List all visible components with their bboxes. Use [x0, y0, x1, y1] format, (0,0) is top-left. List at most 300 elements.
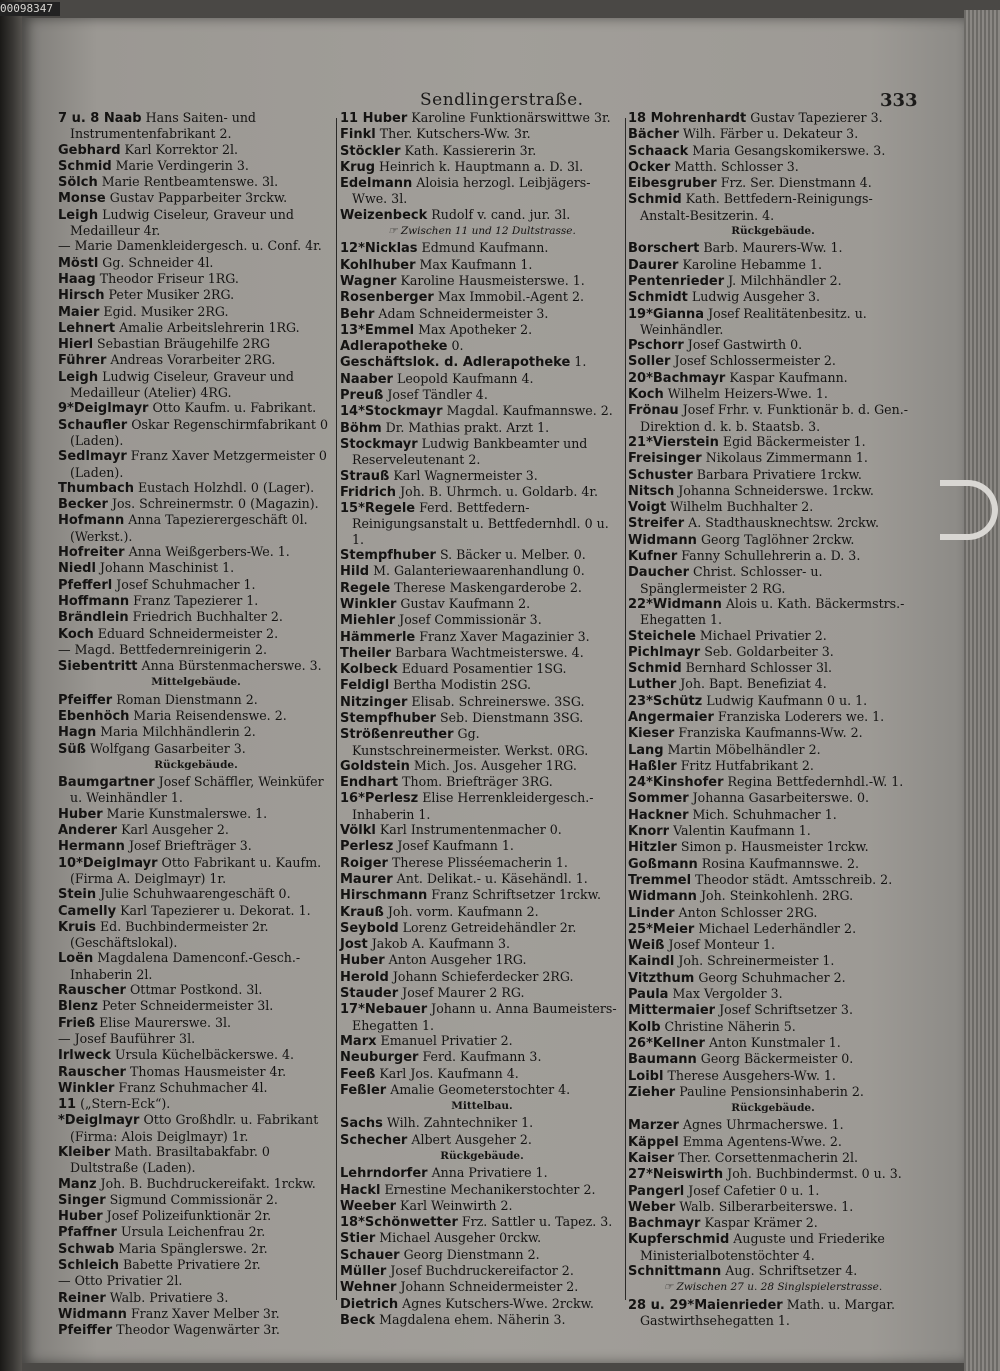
directory-entry [58, 1080, 334, 1096]
resident-details: Barb. Maurers-Ww. 1. [699, 240, 843, 256]
resident-details: Johann Schieferdecker 2RG. [388, 968, 574, 984]
resident-name: Winkler [340, 596, 397, 612]
resident-details: Seb. Goldarbeiter 3. [700, 643, 834, 659]
directory-entry [340, 822, 624, 838]
resident-name: 11 Huber [340, 111, 408, 126]
directory-entry [58, 593, 334, 609]
resident-details: Franz Xaver Magazinier 3. [415, 628, 590, 644]
directory-entry [340, 420, 624, 436]
resident-details: Eduard Schneidermeister 2. [93, 625, 279, 641]
resident-name: Müller [340, 1264, 387, 1280]
resident-name: Hackl [340, 1182, 381, 1198]
directory-entry [340, 1263, 624, 1279]
resident-name: Perlesz [340, 839, 394, 855]
directory-entry [628, 370, 918, 386]
resident-name: 7 u. 8 Naab [58, 111, 142, 126]
resident-name: Stöckler [340, 143, 401, 159]
resident-name: Weiß [628, 938, 665, 954]
directory-entry [58, 1144, 334, 1176]
directory-entry [628, 1263, 918, 1279]
resident-details: Franziska Kaufmanns-Ww. 2. [674, 725, 863, 741]
directory-entry [58, 400, 334, 416]
resident-details: Walb. Privatiere 3. [105, 1289, 229, 1305]
resident-details: Ferd. Kaufmann 3. [418, 1049, 542, 1065]
directory-entry [58, 544, 334, 560]
resident-name: Loën [58, 951, 94, 967]
resident-name: Gebhard [58, 142, 121, 158]
resident-name: Hermann [58, 839, 125, 855]
resident-details: Ferd. Bettfedern-Reinigungsanstalt u. Bettfedernhdl. 0 u. 1. [352, 500, 609, 547]
resident-details: Julie Schuhwaarengeschäft 0. [96, 886, 291, 902]
resident-name: Krug [340, 159, 376, 175]
resident-details: Therese Maskengarderobe 2. [390, 579, 582, 595]
resident-details: Christ. Schlosser- u. Spänglermeister 2 RG. [640, 564, 823, 596]
resident-details: Joh. Buchbindermst. 0 u. 3. [723, 1166, 902, 1182]
directory-entry [628, 1019, 918, 1035]
resident-details: Maria Reisendenswe. 2. [129, 707, 287, 723]
resident-details: Babette Privatiere 2r. [119, 1257, 261, 1273]
resident-name: Pentenrieder [628, 273, 725, 289]
directory-entry [628, 467, 918, 483]
resident-details: Theodor Wagenwärter 3r. [112, 1322, 280, 1338]
resident-details: Kaspar Krämer 2. [700, 1215, 818, 1231]
resident-name: Koch [628, 387, 664, 403]
directory-entry [340, 936, 624, 952]
resident-name: Ebenhöch [58, 708, 130, 724]
directory-entry [628, 856, 918, 872]
directory-entry [58, 822, 334, 838]
directory-entry [628, 548, 918, 564]
directory-entry [628, 143, 918, 159]
directory-entry [58, 642, 334, 658]
resident-details: Walb. Silberarbeiterswe. 1. [675, 1198, 854, 1214]
resident-name: Rosenberger [340, 290, 434, 306]
directory-entry [58, 1192, 334, 1208]
resident-name: Koch [58, 626, 94, 642]
resident-details: Emanuel Privatier 2. [376, 1032, 513, 1048]
directory-entry [628, 1002, 918, 1018]
resident-details: Franziska Loderers we. 1. [713, 708, 885, 724]
directory-entry [58, 417, 334, 449]
resident-details: — Josef Bauführer 3l. [58, 1030, 196, 1046]
resident-name: Stockmayr [340, 436, 418, 452]
resident-name: Schleich [58, 1258, 120, 1274]
directory-entry [340, 887, 624, 903]
resident-name: Baumgartner [58, 775, 155, 791]
resident-details: Christine Näherin 5. [660, 1018, 796, 1034]
resident-details: Amalie Arbeitslehrerin 1RG. [115, 319, 300, 335]
resident-details: Karl Korrektor 2l. [120, 141, 239, 157]
directory-entry [628, 434, 918, 450]
directory-entry [58, 855, 334, 887]
directory-entry [628, 191, 918, 223]
resident-details: Egid. Musiker 2RG. [99, 303, 229, 319]
directory-entry [58, 1031, 334, 1047]
resident-name: Schauer [340, 1247, 400, 1263]
resident-details: Ed. Buchbindermeister 2r. (Geschäftslokal). [70, 918, 269, 951]
resident-details: Anna Weißgerbers-We. 1. [124, 544, 290, 560]
resident-details: Johann Schneidermeister 2. [396, 1279, 579, 1295]
resident-details: Karoline Funktionärswittwe 3r. [407, 110, 611, 125]
resident-details: Georg Taglöhner 2rckw. [696, 531, 855, 547]
directory-entry [340, 484, 624, 500]
resident-name: Pfeiffer [58, 692, 113, 708]
resident-details: Josef Briefträger 3. [124, 838, 252, 854]
column-2 [340, 110, 624, 1328]
resident-details: Marie Verdingerin 3. [111, 157, 249, 173]
resident-name: 22*Widmann [628, 596, 722, 612]
resident-name: Daucher [628, 565, 690, 581]
resident-details: Wilhelm Heizers-Wwe. 1. [663, 386, 828, 402]
resident-details: Joh. B. Uhrmch. u. Goldarb. 4r. [396, 483, 599, 499]
resident-details: Georg Bäckermeister 0. [696, 1051, 854, 1067]
resident-details: Math. Brasiltabakfabr. 0 Dultstraße (Laden). [70, 1144, 270, 1176]
directory-entry [340, 371, 624, 387]
directory-entry [58, 369, 334, 401]
directory-entry [340, 436, 624, 468]
resident-details: Michael Lederhändler 2. [694, 920, 857, 936]
resident-details: Franz Xaver Melber 3r. [126, 1305, 280, 1321]
resident-name: Maurer [340, 871, 393, 887]
resident-name: Haßler [628, 758, 677, 774]
resident-details: Martin Möbelhändler 2. [663, 741, 821, 757]
directory-entry [58, 1224, 334, 1240]
directory-entry [58, 190, 334, 206]
resident-name: Baumann [628, 1052, 697, 1068]
resident-details: Marie Kunstmalerswe. 1. [102, 805, 268, 821]
resident-details: Ther. Corsettenmacherin 2l. [674, 1150, 859, 1165]
resident-name: Kolb [628, 1019, 661, 1035]
directory-entry [340, 1132, 624, 1148]
directory-entry [628, 386, 918, 402]
directory-entry [58, 1322, 334, 1338]
resident-name: Hoffmann [58, 593, 130, 609]
directory-entry [58, 560, 334, 576]
resident-details: Maria Milchhändlerin 2. [96, 724, 256, 740]
resident-details: Dr. Mathias prakt. Arzt 1. [381, 419, 550, 435]
resident-details: Magdalena Damenconf.-Gesch.-Inhaberin 2l. [70, 950, 301, 982]
directory-entry [628, 1215, 918, 1231]
resident-details: Peter Schneidermeister 3l. [98, 998, 274, 1014]
resident-name: Streifer [628, 516, 685, 532]
resident-details: Karl Wagnermeister 3. [389, 467, 538, 483]
resident-details: Simon p. Hausmeister 1rckw. [676, 839, 869, 855]
resident-name: Nitsch [628, 483, 675, 499]
directory-entry [58, 352, 334, 368]
section-heading: Rückgebäude. [731, 1102, 815, 1115]
directory-entry [340, 273, 624, 289]
resident-name: Huber [340, 953, 385, 969]
directory-entry [628, 1150, 918, 1166]
directory-entry [340, 240, 624, 256]
directory-entry [628, 564, 918, 596]
directory-entry [58, 838, 334, 854]
resident-name: Dietrich [340, 1296, 399, 1312]
directory-entry [628, 725, 918, 741]
resident-name: 28 u. 29*Maienrieder [628, 1297, 783, 1313]
resident-name: Maier [58, 304, 100, 320]
resident-details: Joh. B. Buchdruckereifakt. 1rckw. [96, 1175, 316, 1191]
resident-details: — Otto Privatier 2l. [58, 1273, 183, 1289]
resident-name: 15*Regele [340, 501, 416, 517]
resident-details: Roman Dienstmann 2. [112, 691, 258, 707]
directory-entry [340, 289, 624, 305]
resident-name: 16*Perlesz [340, 791, 419, 807]
directory-entry [628, 970, 918, 986]
resident-details: Math. u. Margar. Gastwirthsehegatten 1. [640, 1296, 896, 1328]
resident-details: Josef Gastwirth 0. [683, 337, 803, 353]
resident-name: 9*Deiglmayr [58, 401, 149, 417]
resident-details: Franz Xaver Metzgermeister 0 (Laden). [70, 448, 327, 480]
directory-entry [628, 273, 918, 289]
resident-name: 10*Deiglmayr [58, 855, 158, 871]
resident-name: Marx [340, 1033, 377, 1049]
resident-details: Ottmar Postkond. 3l. [125, 982, 263, 998]
directory-entry [58, 287, 334, 303]
directory-entry [340, 1033, 624, 1049]
directory-entry [58, 158, 334, 174]
directory-entry [340, 387, 624, 403]
page-number: 333 [880, 90, 918, 111]
directory-entry [340, 838, 624, 854]
resident-details: Aug. Schriftsetzer 4. [721, 1263, 858, 1279]
resident-details: Regina Bettfedernhdl.-W. 1. [723, 774, 904, 790]
resident-name: Strauß [340, 468, 390, 484]
resident-name: Pangerl [628, 1183, 685, 1199]
directory-entry [340, 952, 624, 968]
directory-entry [340, 1115, 624, 1131]
directory-entry [340, 338, 624, 354]
directory-entry [340, 175, 624, 207]
section-heading: Mittelgebäude. [151, 676, 241, 689]
directory-entry [628, 1084, 918, 1100]
resident-name: Hirschmann [340, 888, 428, 904]
resident-name: Kufner [628, 549, 678, 565]
resident-details: Rosina Kaufmannswe. 2. [697, 855, 860, 871]
directory-entry [58, 1241, 334, 1257]
resident-details: Gustav Kaufmann 2. [396, 595, 531, 611]
resident-name: Eibesgruber [628, 176, 717, 192]
resident-details: Anton Schlosser 2RG. [674, 904, 818, 920]
directory-entry [628, 499, 918, 515]
resident-name: Kolbeck [340, 662, 398, 678]
resident-details: Gustav Tapezierer 3. [746, 110, 883, 125]
resident-name: Kupferschmid [628, 1232, 730, 1248]
directory-entry [58, 774, 334, 806]
directory-entry [628, 515, 918, 531]
resident-name: Strößenreuther [340, 727, 454, 743]
resident-details: Aloisia herzogl. Leibjägers-Wwe. 3l. [352, 175, 591, 207]
resident-details: Karl Ausgeher 2. [117, 822, 229, 838]
directory-entry [340, 1198, 624, 1214]
resident-details: Kaspar Kaufmann. [725, 369, 848, 385]
resident-name: Käppel [628, 1134, 679, 1150]
directory-entry [628, 693, 918, 709]
directory-entry [58, 806, 334, 822]
resident-details: Johanna Schneiderswe. 1rckw. [674, 482, 874, 498]
directory-entry [58, 320, 334, 336]
directory-entry [628, 921, 918, 937]
resident-name: Schuster [628, 467, 693, 483]
resident-details: Fanny Schullehrerin a. D. 3. [677, 548, 861, 564]
directory-entry [58, 708, 334, 724]
resident-name: Borschert [628, 241, 700, 257]
resident-details: Otto Großhdlr. u. Fabrikant (Firma: Alois Deiglmayr) 1r. [70, 1112, 319, 1144]
directory-entry [58, 496, 334, 512]
resident-name: Hagn [58, 725, 97, 741]
directory-entry [58, 142, 334, 158]
resident-name: Feeß [340, 1066, 376, 1082]
resident-details: Eustach Holzhdl. 0 (Lager). [133, 479, 315, 495]
resident-name: Sommer [628, 791, 689, 807]
directory-entry [340, 612, 624, 628]
resident-details: Ursula Leichenfrau 2r. [116, 1224, 266, 1240]
resident-name: Freisinger [628, 451, 702, 467]
directory-entry [628, 306, 918, 338]
resident-name: Feßler [340, 1082, 387, 1098]
resident-details: Theodor Friseur 1RG. [95, 270, 239, 286]
directory-entry [628, 823, 918, 839]
resident-details: Joh. Bapt. Benefiziat 4. [676, 676, 827, 692]
resident-details: Ant. Delikat.- u. Käsehändl. 1. [392, 870, 588, 886]
directory-entry [340, 500, 624, 547]
directory-entry [628, 289, 918, 305]
resident-name: Lehrndorfer [340, 1166, 428, 1182]
resident-details: Barbara Privatiere 1rckw. [692, 466, 862, 482]
directory-entry [340, 1279, 624, 1295]
directory-entry [340, 547, 624, 563]
directory-entry [340, 322, 624, 338]
resident-name: Hämmerle [340, 629, 416, 645]
resident-name: Schaack [628, 143, 689, 159]
resident-details: Josef Schlossermeister 2. [670, 353, 836, 369]
resident-name: Bächer [628, 127, 679, 143]
directory-entry [340, 257, 624, 273]
resident-details: Magdal. Kaufmannswe. 2. [442, 403, 613, 419]
resident-details: 1. [570, 354, 587, 370]
directory-entry [340, 1066, 624, 1082]
directory-entry [628, 742, 918, 758]
resident-name: Naaber [340, 371, 393, 387]
resident-name: Hackner [628, 807, 689, 823]
resident-name: Marzer [628, 1118, 679, 1134]
directory-entry [58, 577, 334, 593]
resident-name: Edelmann [340, 176, 413, 192]
resident-name: Rauscher [58, 983, 126, 999]
resident-name: 17*Nebauer [340, 1002, 428, 1018]
resident-name: Huber [58, 1209, 103, 1225]
paper-clip [940, 480, 998, 540]
resident-details: Anton Kunstmaler 1. [704, 1034, 841, 1050]
resident-details: Joh. Steinkohlenh. 2RG. [696, 888, 854, 904]
resident-details: Nikolaus Zimmermann 1. [701, 450, 868, 466]
directory-entry [58, 174, 334, 190]
resident-name: Führer [58, 353, 107, 369]
resident-details: Michael Privatier 2. [695, 627, 827, 643]
directory-entry [628, 709, 918, 725]
directory-entry [340, 468, 624, 484]
resident-name: Luther [628, 677, 677, 693]
resident-name: Adlerapotheke [340, 339, 448, 355]
resident-name: Roiger [340, 855, 388, 871]
directory-entry [340, 403, 624, 419]
directory-entry [58, 1176, 334, 1192]
directory-entry [340, 580, 624, 596]
resident-name: Endhart [340, 775, 399, 791]
resident-name: Vitzthum [628, 970, 695, 986]
resident-details: Edmund Kaufmann. [417, 240, 549, 256]
resident-details: Karl Weinwirth 2. [396, 1197, 513, 1213]
directory-entry [628, 126, 918, 142]
directory-entry [58, 1257, 334, 1273]
directory-entry [628, 240, 918, 256]
directory-entry [58, 304, 334, 320]
resident-name: Lehnert [58, 320, 116, 336]
resident-name: Stier [340, 1231, 376, 1247]
directory-entry [58, 692, 334, 708]
resident-details: Thom. Briefträger 3RG. [398, 774, 553, 790]
cross-street-note: ☞ Zwischen 27 u. 28 Singlspielerstrasse. [663, 1281, 883, 1294]
directory-entry [340, 1214, 624, 1230]
resident-details: Bertha Modistin 2SG. [389, 677, 532, 693]
resident-details: Elisab. Schreinerswe. 3SG. [407, 693, 585, 709]
directory-entry [58, 998, 334, 1014]
directory-entry [340, 354, 624, 370]
directory-entry [340, 661, 624, 677]
resident-details: Jakob A. Kaufmann 3. [367, 936, 511, 952]
resident-name: 24*Kinshofer [628, 775, 724, 791]
resident-name: Knorr [628, 824, 670, 840]
resident-details: Josef Monteur 1. [664, 937, 775, 953]
resident-details: Ludwig Ausgeher 3. [687, 289, 821, 305]
resident-details: Kath. Bettfedern-Reinigungs-Anstalt-Besitzerin. 4. [640, 191, 873, 223]
resident-details: Pauline Pensionsinhaberin 2. [675, 1083, 864, 1099]
resident-name: Kruis [58, 919, 96, 935]
resident-details: Thomas Hausmeister 4r. [125, 1063, 287, 1079]
resident-details: Anna Privatiere 1. [427, 1165, 548, 1181]
resident-details: Wilhelm Buchhalter 2. [666, 499, 814, 515]
resident-details: Matth. Schlosser 3. [670, 158, 799, 174]
resident-name: Hirsch [58, 288, 105, 304]
directory-entry [340, 726, 624, 758]
directory-entry [58, 1064, 334, 1080]
resident-name: Schnittmann [628, 1264, 722, 1280]
directory-entry [628, 676, 918, 692]
resident-name: Huber [58, 806, 103, 822]
resident-details: Max Apotheker 2. [414, 321, 533, 337]
resident-details: Michael Ausgeher 0rckw. [375, 1230, 542, 1246]
resident-details: Max Immobil.-Agent 2. [433, 289, 584, 305]
resident-details: Ernestine Mechanikerstochter 2. [380, 1181, 596, 1197]
resident-details: Georg Schuhmacher 2. [694, 969, 846, 985]
resident-details: Barbara Wachtmeisterswe. 4. [391, 644, 584, 660]
resident-name: Thumbach [58, 480, 134, 496]
scan-code: 00098347 [0, 2, 60, 16]
section-heading: Mittelbau. [451, 1100, 513, 1113]
directory-entry [628, 353, 918, 369]
resident-name: Behr [340, 306, 375, 322]
directory-entry [340, 969, 624, 985]
resident-name: Pichlmayr [628, 644, 701, 660]
directory-entry [340, 110, 624, 126]
resident-name: Preuß [340, 388, 384, 404]
resident-name: Mittermaier [628, 1003, 716, 1019]
resident-name: Camelly [58, 903, 117, 919]
resident-details: Joh. Schreinermeister 1. [674, 953, 835, 969]
resident-details: Franz Schuhmacher 4l. [114, 1079, 268, 1095]
resident-details: Agnes Kutschers-Wwe. 2rckw. [398, 1295, 594, 1311]
resident-name: Möstl [58, 255, 99, 271]
